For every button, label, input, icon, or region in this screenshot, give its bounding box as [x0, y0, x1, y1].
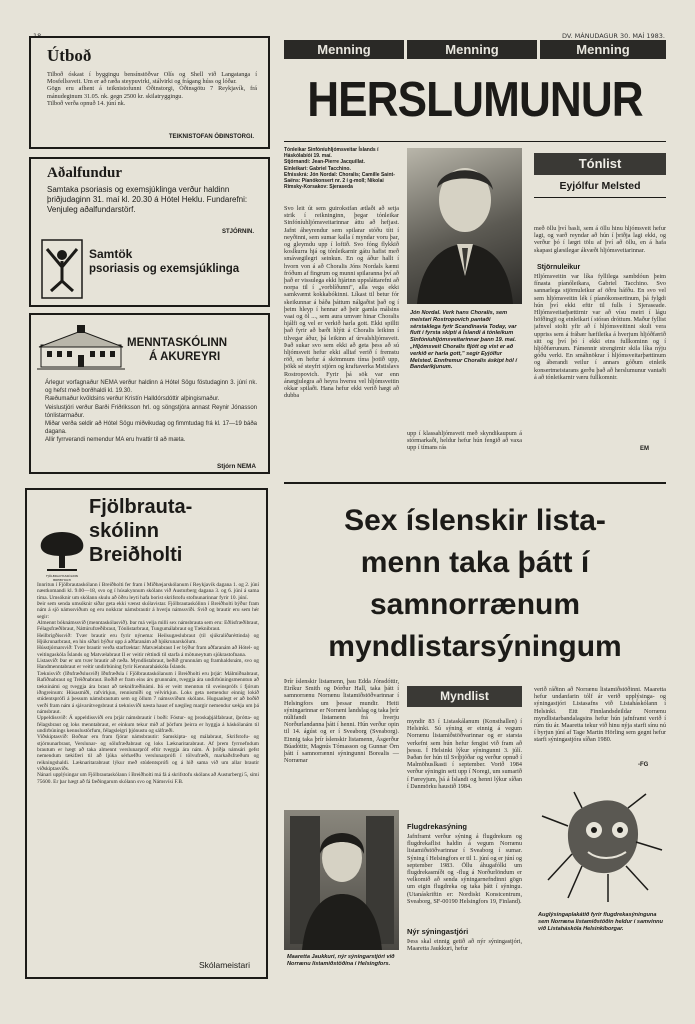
article1-col3: með öllu því basli, sem á öllu hinu hljómsveit hefur lagt, og varð reyndar að hún í þriðja lagi ekki, og verður þó í lægri tölu af því að öllu, en á hafa skapast glæsilegar ákvæði hljómsveitarinnar. [534, 225, 666, 254]
article1-headline: HERSLUMUNUR [307, 73, 643, 127]
utbod-ad [29, 36, 270, 149]
flugdrekasyning-subhead: Flugdrekasýning [407, 822, 468, 831]
maaretta-caption: Maaretta Jaukkuri, nýr sýningarstjóri við Norrænu listamiðstöðina í Helsingfors. [287, 954, 395, 967]
adalfundur-ad [29, 157, 270, 307]
article1-col2: upp í klassahljómsveit með skyndikaupum á stórmarkaði, heldur hefur hún fengið að vaxa upp í tímans rás [407, 430, 522, 452]
page-number: 18 [33, 32, 42, 40]
adalfundur-body: Samtaka psoriasis og exemsjúklinga verður haldinn þriðjudaginn 31. maí kl. 20.30 á Hótel Heklu. Fundarefni: Venjuleg aðalfundarstörf. [47, 185, 248, 214]
article2-col2: myndir 83 í Listaskálanum (Konsthallen) í Helsinki. Sú sýning er einnig á vegum Norrænu listamiðstöðvarinnar og er starsta verkefni sem hún hefur fengist við fram að þessu. Í Helsinki lýkur sýningunni 3. júlí. Þaðan fer hún til Svíþjóðar og verður opnuð í Malmöhuslkasti í september. Vorið 1984 verður sýningin sett upp í Noregi, um sumarið í Færeyjum, þá á Íslandi og henni lýkur síðan í Danmörku haustið 1984. [407, 718, 522, 790]
menning-label-1: Menning [284, 40, 404, 59]
menning-label-2: Menning [407, 40, 537, 59]
kite-poster-illustration [538, 790, 666, 905]
fb-logo-caption: FJÖLBRAUTASKÓLINN BREIÐHOLTI [46, 574, 78, 582]
fb-logo [37, 530, 87, 582]
nema-title: MENNTASKÓLINN [127, 337, 228, 349]
samtok-subtitle: psoriasis og exemsjúklinga [89, 263, 240, 275]
myndlist-tab: Myndlist [407, 686, 522, 707]
article2-col3: verið ráðinn að Norrænu listamiðstöðinni. Maaretta hefur undanfarin tólf ár verið upplýsinga- og sýningastjóri Listasafns við Listaháskólann í Helsinki. Eitt Finnlandsdeildar Norrænu myndlistarbandalagsins hefur hún jafnframt verið í rúm tíu ár. Maaretta tekur við hinu nýja starfi sínu nú í byrjun júní af Tage Martin Hörling sem gegnt hefur starfi sýningastjóra síðan 1980. [534, 686, 666, 744]
fb-title-3: Breiðholti [89, 544, 183, 566]
author-name: Eyjólfur Melsted [559, 180, 641, 192]
nema-signature: Stjórn NEMA [216, 463, 256, 470]
section-divider [284, 482, 666, 484]
stjornuleikur-subhead: Stjörnuleikur [537, 264, 581, 271]
jon-nordal-photo [407, 148, 522, 304]
psoriasis-logo [41, 239, 83, 299]
adalfundur-title: Aðalfundur [47, 165, 123, 181]
article2-col1: Þrír íslenskir listamenn, þau Edda Jónsdóttir, Eiríkur Smith og Þórður Hall, taka þátt í samnorrænu Norrænu listamiðstöðvarinnar í Helsingfors um þessar mundir. Heiti sýningarinnar er Norræni landslag og taka þrír núlifandi listamenn frá hverju Norðurlandanna þátt í henni. Hún verður opin til 14. ágúst og er í Sveaborg (Sveaborg). Einnig taka þrír íslenskir listamenn, Ásgerður Búadóttir, Magnús Tómasson og Gunnar Örn þátt í samnorrænni sýningunni Borealis — Norrænar [284, 678, 399, 765]
nema-body: Árlegur vorfagnaður NEMA verður haldinn á Hótel Sögu föstudaginn 3. júní nk. og hefst með borðhaldi kl. 19.30. Ræðumaður kvöldsins verður Kristín Halldórsdóttir alþingismaður. Veislustjóri verður Barði Friðriksson hrl. og söngstjóra annast Reynir Jónasson tónlistarmaður. Miðar verða seldir að Hótel Sögu miðvikudag og fimmtudag frá kl. 17—19 báða dagana. Allir fyrrverandi nemendur MA eru hvattir til að mæta. [45, 380, 257, 444]
samtok-label: Samtök [89, 247, 133, 261]
utbod-body: Tilboð óskast í byggingu bensínstöðvar Olís og Shell við Langatanga í Mosfellssveit. Um er að ræða steypuvirki, stálvirki og frágang húss og lóðar. Gögn eru afhent á teiknistofunni Óðinstorgi, Óðinsgötu 7 Reykjavík, frá mánudeginum 31.05. nk. gegn 2500 kr. skilatryggingu. Tilboð verða opnuð 14. júní nk. [47, 71, 257, 107]
adalfundur-signature: STJÓRNIN. [221, 229, 254, 235]
utbod-title: Útboð [47, 46, 92, 65]
poster-caption: Auglýsingaplakátið fyrir flugdrekasýninguna sem Norræna listamiðstöðin heldur í samvinnu við Listaháskóla Helsinkiborgar. [538, 912, 663, 932]
concert-credits: Tónleikar Sinfóníuhljómsveitar Íslands í Háskólabíói 19. maí. Stjórnandi: Jean-Pierre Jacquillat. Einleikari: Gabriel Tacchino. Efnisskrá: Jón Nordal: Choralis; Camille Saint-Saëns: Píanókonsert nr. 2 í g-moll; Nikolai Rimsky-Korsakov: Sjeraseda [284, 147, 395, 191]
article1-initials: EM [640, 446, 649, 452]
author-rule [534, 197, 666, 198]
fb-signature: Skólameistari [198, 960, 250, 970]
nema-ad [29, 313, 270, 474]
article2-headline-1: Sex íslenskir lista- [344, 504, 606, 537]
article2-headline [290, 500, 660, 668]
article2-initials: -FG [638, 762, 649, 768]
menning-label-3: Menning [540, 40, 666, 59]
fjolbrautaskolinn-ad [25, 488, 268, 979]
fb-title-1: Fjölbrauta- [89, 496, 193, 518]
article2-col2c: Þess skal einnig getið að nýr sýningastjóri, Maaretta Jaukkuri, hefur [407, 938, 522, 953]
article1-col3b: Hljómsveitin var líka fyllilega sambdóun þeim fínasta píanóleikara, Gabriel Tacchino. Svo sannarlega stjörnuleikur af öðru háfðu. En svo vel sem hljómsveitin lék í píanókonsertinum, þá fylgdi hún því ekki eftir til fulls í Sjeraseade. Hljómsveitarþættirnir var að vísu meiri í lágu höfðingji og einleikari í stóran dróttum. Maður fyllist jafnvel stolti yfir að í hljómsveitinni skuli vera uppriss sem á frábær hæfileika á hverjum hljóðfærið sitt og því þó í ekki eins fullkominn og í hljóðfærunum. Fámennir strengirnir skila líka nýju góðu verki. En smáhnökrar í hljómsveitarþættinum og áberandi veilur í annars góðum einleik konsertmeistarans gerðu það að herslumunur vantaði á að tónleikarnir væru fullkomnir. [534, 273, 666, 381]
fb-body: Innritun í Fjölbrautaskólann í Breiðholti fer fram í Miðbæjarskólanum í Reykjavík dagana 1. og 2. júní næstkomandi kl. 9.00—18, svo og í húsakynnum skólans við Austurberg dagana 3. og 6. júní á sama tíma. Umsóknir um skólann skulu að öðru leyti hafa borist skrifstofu stofnunarinnar fyrir 10. júní. Þeir sem senda umsóknir síðar geta ekki vænst skólavistar. Fjölbrautaskólinn í Breiðholti býður fram nám á sjö námssviðum og eru nokkrar námsbrautir á hverju námssviði. Svið og brautir eru sem hér segir: Almennt bóknámssvið (menntaskólasvið). Þar má velja milli sex námsbrauta sem eru: Eðlisfræðibraut, Félagsfræðibraut, Náttúrufræðibraut, Tónlistarbraut, Tungumálabraut og Tæknibraut. Heilbrigðissvið: Tvær brautir eru fyrir nýnema: Heilsugæslubraut (til sjúkraliðaréttinda) og Hjúkrunarbraut, en hin síðari býður upp á aðfaranám að hjúkrunarskólum. Hússtjórnarsvið: Tvær brautir verða starfræktar: Matvælabraut I er býður fram aðfaranám að Hótel- og veitingaskóla Íslands og Matvælabraut II er veitir réttindi til starfa á mötuneytum sjúkrastofnana. Listasvið: Þar er um tvær brautir að ræða. Myndlistabraut, beðið grunnnám og framhaldsnám, svo og Handmenntabraut er veitir undirbúning fyrir Kennaraháskóla Íslands. Tæknisvið: (Iðnfræðslusvið) Iðnfræðsla í Fjölbrautaskólanum í Breiðholti eru þrjár: Málmiðnabraut, Rafiðnabraut og Tréiðnabraut. Boðið er fram eins árs grunnnám, tveggja ára undirbúningsmenntun að tækninámi og tveggja ára braut að tæknifræðinámi. Þá er veitt menntun til sveinsprófs í fjórum iðngreinum: Húsasmíði, rafvirkjun, rennismíði og vélvirkjun. Loks geta nemendur einnig lokið stúdentsprófi á þessum námsbrautum sem og öllum 7 námssviðum skólans. Hugsanlegt er að boðið verði fram nám á sjávarútvegsbraut á tæknisviði næsta haust ef nægileg margir nemendur sækja um þá námsbraut. Uppeldissvið: Á uppeldissviði eru þrjár námsbrautir í boði: Fóstur- og þroskaþjálfabraut, íþrótta- og félagsbraut og loks menntabraut, er einkum tekur mið af þörfum þeirra er hyggja á háskólanám til undirbúnings kennslustörfum, félagsleigri þjónustu og sálfræði. Viðskiptasvið: Boðnar eru fram fjórar námsbrautir: Samskipta- og málabraut, Skrifstofu- og stjórnunarbraut, Verslunar- og sölufræðabraut og loks Læknaritarabraut. Af þrem fyrrnefndum brautum er hægt að taka almennt verslunarpróf eftir tveggja ára nám. Á þriðja námsári gefst nemendum tækifæri til að ljúka sérhæfðu verslunarprófi í tölvufræði, markaðsfræðum og reikningshaldi. Læknaritarabraut lýkur með stúdentsprófi og á hið sama við um allar brautir viðskiptasviðs. Nánari upplýsingar um Fjölbrautaskólann í Breiðholti má fá á skrifstofu skólans að Austurbergi 5, sími 75600. Er þar hægt að fá fæðingarum skólann svo og Námsvísi F.B. [37, 582, 259, 785]
headline-rule [284, 141, 666, 142]
nema-title-2: Á AKUREYRI [149, 351, 221, 363]
school-building-icon [37, 325, 125, 371]
article2-headline-4: myndlistarsýningum [328, 630, 622, 663]
jon-nordal-caption: Jón Nordal. Verk hans Choralis, sem meistari Rostropovich pantaði sérstaklega fyrir Scandinavia Today, var flutt í fyrsta skipti á Íslandi á tónleikum Sinfóníuhljómsveitarinnar þann 19. maí. „Hljómsveit Choralis fljótt og vist er að verkið er harla gott," segir Eyjólfur Melsted. Ennfremur Choralis áskipt hól í Bandaríkjunum. [410, 310, 517, 371]
article2-headline-3: samnorrænum [369, 588, 581, 621]
article2-headline-2: menn taka þátt í [360, 546, 590, 579]
dateline: DV. MÁNUDAGUR 30. MAÍ 1983. [562, 32, 665, 40]
maaretta-photo [284, 810, 399, 950]
nyr-syningastjori-subhead: Nýr sýningastjóri [407, 927, 469, 936]
article2-col2b: Jafnframt verður sýning á flugdrekum og flugdrekaflist haldin á vegum Norrænu listamiðstöðvarinnar í Sveaborg í sumar. Sýning í Helsingfors er til 1. júní og er júní og september 1983. Öllu áhugafólki um flugdrekasmíði og -flug á Norðurlöndum er velkomið að senda sýningarnefndinni gögn um eigin flugdreka og taka þátt í sýningu. (Utanáskriftin er: Nordiskt Konstcentrum, Sveaborg, SF-00190 Helsingfors 19, Finland). [407, 833, 522, 905]
tonlist-tab: Tónlist [534, 153, 666, 175]
utbod-signature: TEIKNISTOFAN ÓÐINSTORGI. [168, 134, 254, 140]
article1-col1: Svo leit út sem guirokstfan ætlaði að setja strik í reikninginn, þegar tónleikar Sinfóníuhljómsveitarinnar áttu að hefjast. Jafnt áheyrendur sem spilarar stóðu títt í neyðinni, sem sumar kalla í myndar voru þar, og gleymdu upp í loftið. Svo fóng flykkið koslkurra hjá og tónleikarnir gátu hafist með smávægilegri seinkun. En og áður hallt í hvorn von á að Choralis Jóns Nordals kæmi fróðum af fingrum og munni spilaranna því að það er vissulega ekki hjárinn uppsláttarefni að norpa til í „vorblíðunni", alla vega ekki samkvæmt kokkabókinni. Líkast til betur fór skeikunnar á báða þáttum nálgaðist það og í þeim hleyp í hennar að þeir gamla málsins vaai og öl ..., sem aura umvær hinar Choralis hjálfi og vel er verkið harla gott. Ekki spillti það fyrir að bæði hlýtt á Choralis leikinn í tilvegar áður, þá leikinn af úrvalshljómsveit. Það sukar svo sem ekki að geta þess að sú hljómsveit hefur ekki alltaf verið í fremstu röð, en hefur á skömmum tíma þotið upp, þökk sé steyfri stjórn og kraftaverka Mstislavs Rostropovich. Fyrir þá sök var enn ánægjulegra að heyra hversu vel hljómsveitin okkar spilaði. Hana hefur ekki verið hægt að dubba [284, 205, 399, 400]
fb-title-2: skólinn [89, 520, 160, 542]
